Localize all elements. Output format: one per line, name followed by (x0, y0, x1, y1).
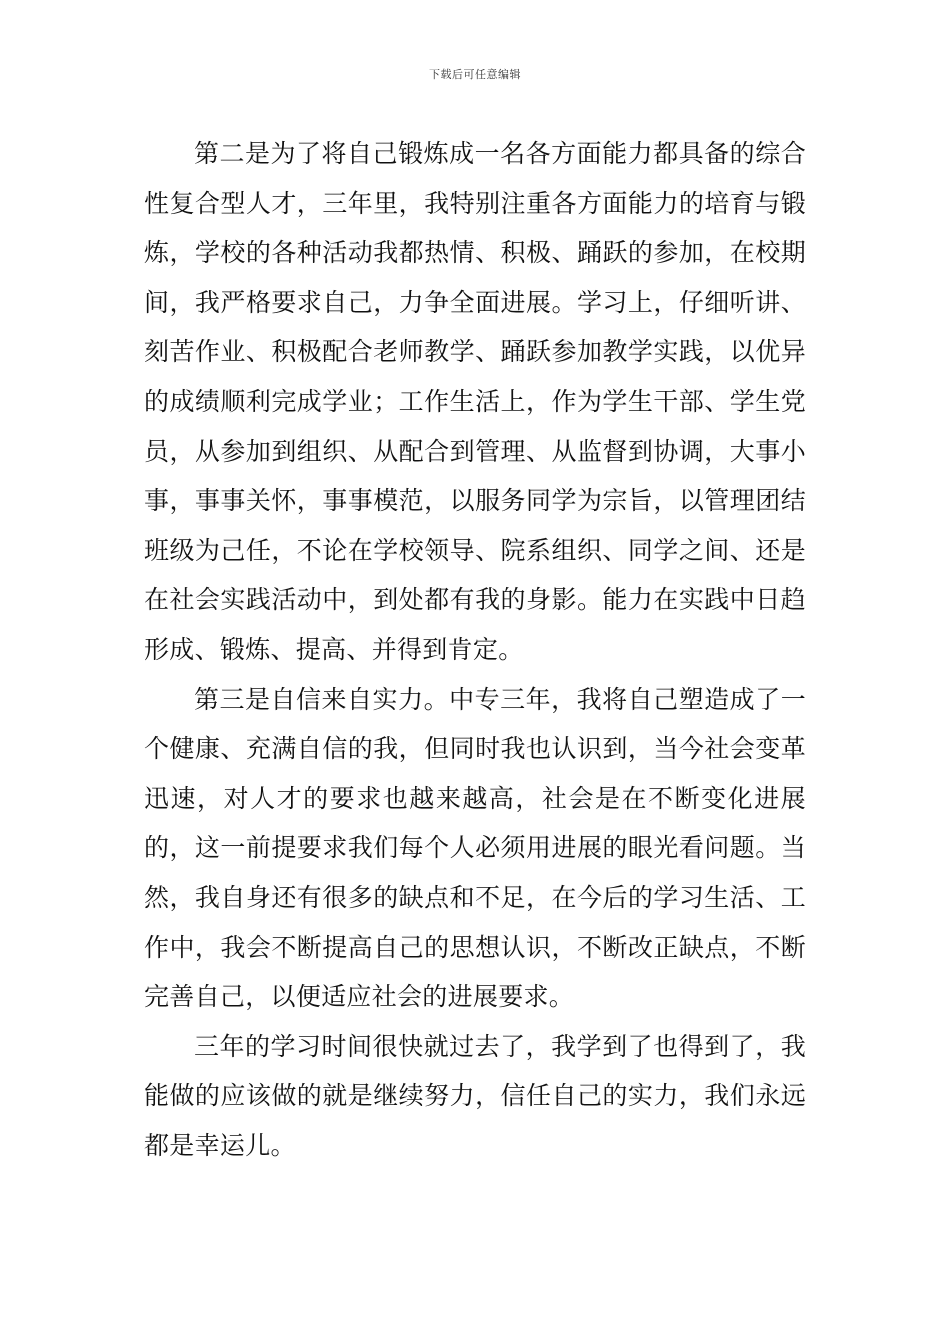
paragraph-ability: 第二是为了将自己锻炼成一名各方面能力都具备的综合性复合型人才，三年里，我特别注重各方面能力的培育与锻炼，学校的各种活动我都热情、积极、踊跃的参加，在校期间，我严格要求自己，力争全面进展。学习上，仔细听讲、刻苦作业、积极配合老师教学、踊跃参加教学实践，以优异的成绩顺利完成学业；工作生活上，作为学生干部、学生党员，从参加到组织、从配合到管理、从监督到协调，大事小事，事事关怀，事事模范，以服务同学为宗旨，以管理团结班级为己任，不论在学校领导、院系组织、同学之间、还是在社会实践活动中，到处都有我的身影。能力在实践中日趋形成、锻炼、提高、并得到肯定。 (144, 139, 806, 664)
page-header: 下载后可任意编辑 (429, 68, 521, 81)
document-body (144, 129, 806, 1170)
paragraph-confidence: 第三是自信来自实力。中专三年，我将自己塑造成了一个健康、充满自信的我，但同时我也认识到，当今社会变革迅速，对人才的要求也越来越高，社会是在不断变化进展的，这一前提要求我们每个人必须用进展的眼光看问题。当然，我自身还有很多的缺点和不足，在今后的学习生活、工作中，我会不断提高自己的思想认识，不断改正缺点，不断完善自己，以便适应社会的进展要求。 (144, 684, 806, 1012)
paragraph-conclusion: 三年的学习时间很快就过去了，我学到了也得到了，我能做的应该做的就是继续努力，信任自己的实力，我们永远都是幸运儿。 (144, 1031, 806, 1160)
